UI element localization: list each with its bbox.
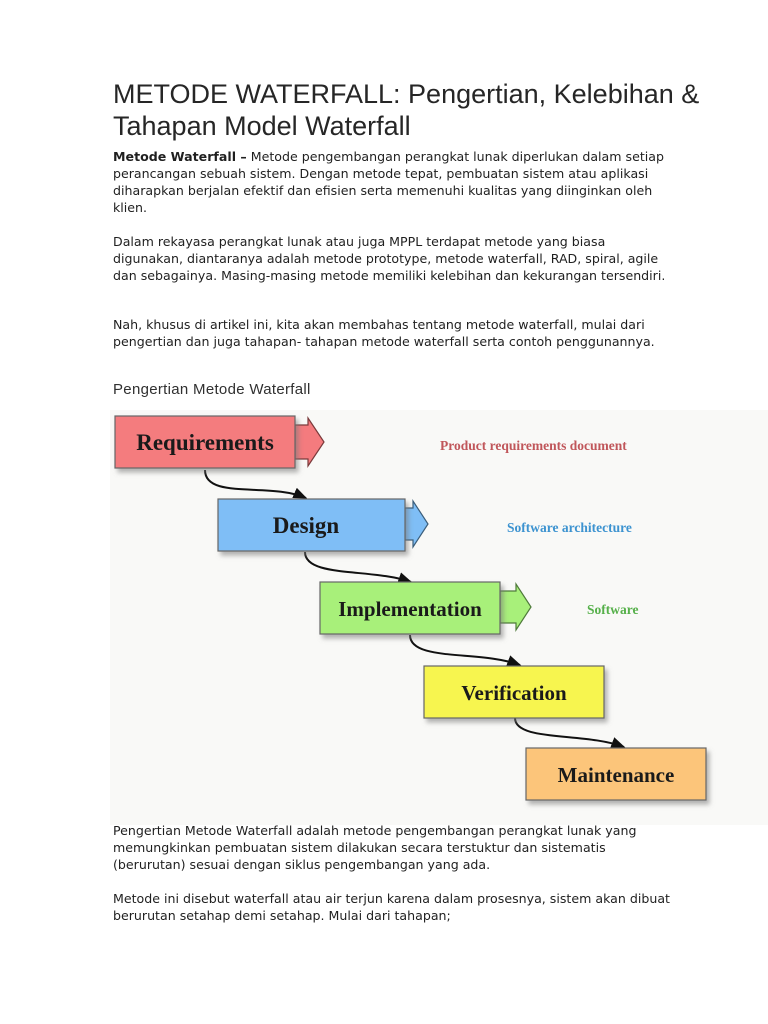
stage-implementation <box>320 582 500 634</box>
intro-text: Metode pengembangan perangkat lunak diperlukan dalam setiap perancangan sebuah sistem. Dengan metode tepat, pembuatan sistem atau aplikasi diharapkan berjalan efektif dan efisien serta memenuhi kualitas yang diinginkan oleh klien. <box>113 149 664 215</box>
intro-lead: Metode Waterfall – <box>113 149 247 164</box>
page-title: METODE WATERFALL: Pengertian, Kelebihan & Tahapan Model Waterfall <box>113 79 700 141</box>
paragraph-definition: Pengertian Metode Waterfall adalah metode pengembangan perangkat lunak yang memungkinkan pembuatan sistem dilakukan secara terstuktur dan sistematis (berurutan) sesuai dengan siklus pengembangan yang ada. <box>113 823 637 872</box>
output-label-software: Software <box>587 602 639 617</box>
section-heading: Pengertian Metode Waterfall <box>113 381 311 398</box>
output-label-product-requirements: Product requirements document <box>440 438 627 453</box>
stage-design <box>218 499 405 551</box>
svg-text:Requirements: Requirements <box>136 430 274 455</box>
paragraph-waterfall-origin: Metode ini disebut waterfall atau air terjun karena dalam prosesnya, sistem akan dibuat berurutan setahap demi setahap. Mulai dari tahapan; <box>113 891 670 923</box>
svg-text:Maintenance: Maintenance <box>557 763 675 787</box>
paragraph-article-scope: Nah, khusus di artikel ini, kita akan membahas tentang metode waterfall, mulai dari pengertian dan juga tahapan- tahapan metode waterfall serta contoh penggunannya. <box>113 317 655 349</box>
stage-verification <box>424 666 604 718</box>
svg-text:Design: Design <box>272 513 340 538</box>
intro-paragraph <box>113 148 673 216</box>
paragraph-methods: Dalam rekayasa perangkat lunak atau juga MPPL terdapat metode yang biasa digunakan, diantaranya adalah metode prototype, metode waterfall, RAD, spiral, agile dan sebagainya. Masing-masing metode memiliki kelebihan dan kekurangan tersendiri. <box>113 234 666 283</box>
stage-requirements <box>115 416 295 468</box>
stage-maintenance <box>526 748 706 800</box>
output-label-software-architecture: Software architecture <box>507 520 632 535</box>
svg-text:Implementation: Implementation <box>338 597 482 621</box>
svg-text:Verification: Verification <box>461 681 567 705</box>
waterfall-diagram <box>110 410 768 825</box>
